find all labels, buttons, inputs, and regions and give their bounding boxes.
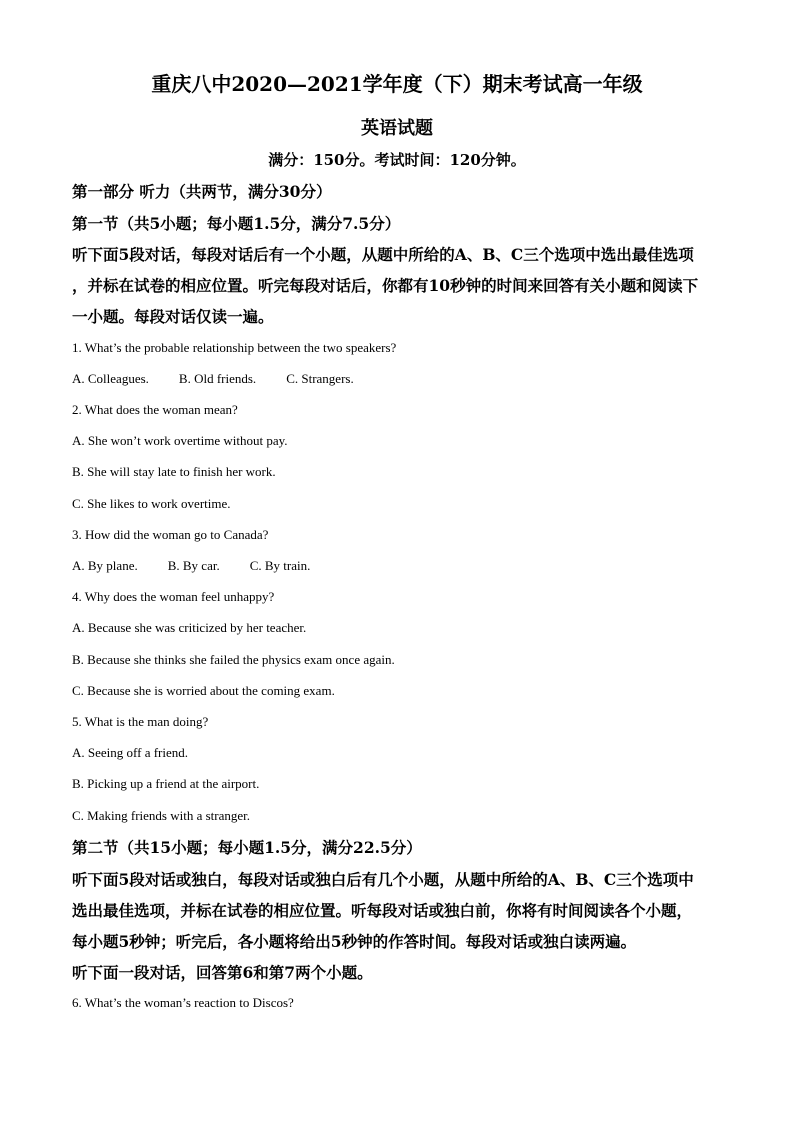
answer-option: B. Picking up a friend at the airport.: [72, 776, 260, 791]
answer-option: A. By plane.: [72, 558, 138, 573]
section2-instruction-line: 听下面5段对话或独白，每段对话或独白后有几个小题，从题中所给的A、B、C三个选项中: [72, 870, 694, 889]
question-stem: 6. What’s the woman’s reaction to Discos?: [72, 995, 294, 1010]
answer-option: A. Seeing off a friend.: [72, 745, 189, 760]
answer-option: B. By car.: [167, 558, 220, 573]
answer-option: A. Colleagues.: [72, 371, 149, 386]
part1-heading: 第一部分 听力（共两节，满分30分）: [72, 182, 332, 201]
section1-heading: 第一节（共5小题；每小题1.5分，满分7.5分）: [72, 214, 401, 233]
question-stem: 2. What does the woman mean?: [72, 402, 238, 417]
answer-option: C. Strangers.: [286, 371, 354, 386]
answer-option: C. By train.: [249, 558, 311, 573]
section2-instruction-line: 每小题5秒钟；听完后，各小题将给出5秒钟的作答时间。每段对话或独白读两遍。: [72, 932, 637, 951]
answer-option: A. Because she was criticized by her teacher.: [72, 620, 307, 635]
question-options-row: [72, 558, 732, 574]
question-options-row: [72, 371, 732, 387]
question-stem: 4. Why does the woman feel unhappy?: [72, 589, 275, 604]
answer-option: B. Old friends.: [178, 371, 257, 386]
answer-option: C. She likes to work overtime.: [72, 496, 231, 511]
section2-instruction-line: 选出最佳选项，并标在试卷的相应位置。听每段对话或独白前，你将有时间阅读各个小题，: [72, 901, 693, 920]
question-stem: 3. How did the woman go to Canada?: [72, 527, 269, 542]
exam-info: 满分：150分。考试时间：120分钟。: [268, 151, 526, 169]
exam-title: 重庆八中2020—2021学年度（下）期末考试高一年级: [151, 72, 643, 96]
question-stem: 5. What is the man doing?: [72, 714, 209, 729]
answer-option: C. Because she is worried about the coming exam.: [72, 683, 335, 698]
question-stem: 1. What’s the probable relationship between the two speakers?: [72, 340, 397, 355]
section1-instruction-line: 听下面5段对话，每段对话后有一个小题，从题中所给的A、B、C三个选项中选出最佳选项: [72, 245, 694, 264]
section1-instruction-line: ，并标在试卷的相应位置。听完每段对话后，你都有10秒钟的时间来回答有关小题和阅读下: [72, 276, 699, 295]
answer-option: B. She will stay late to finish her work.: [72, 464, 276, 479]
section2-sub-instruction: 听下面一段对话，回答第6和第7两个小题。: [72, 963, 373, 982]
exam-subject: 英语试题: [361, 118, 433, 139]
answer-option: C. Making friends with a stranger.: [72, 808, 250, 823]
answer-option: A. She won’t work overtime without pay.: [72, 433, 288, 448]
section2-heading: 第二节（共15小题；每小题1.5分，满分22.5分）: [72, 838, 422, 857]
answer-option: B. Because she thinks she failed the physics exam once again.: [72, 652, 395, 667]
section1-instruction-line: 一小题。每段对话仅读一遍。: [72, 307, 274, 326]
